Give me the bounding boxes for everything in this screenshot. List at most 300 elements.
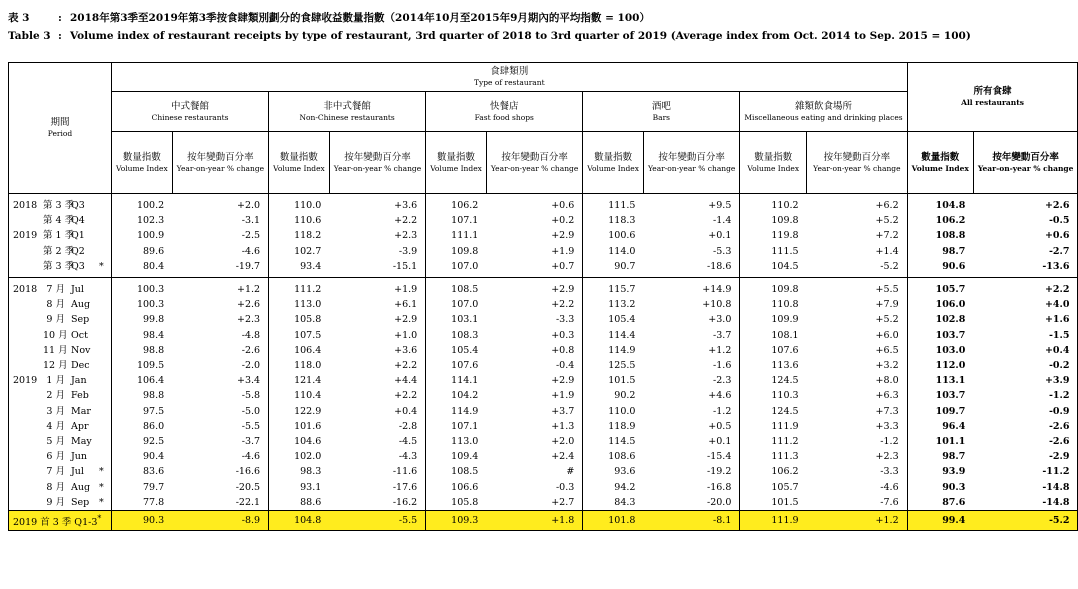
yoy-change-cell: +6.2 [807, 194, 908, 214]
provisional-mark: * [99, 466, 104, 478]
period-cell [9, 312, 112, 327]
period-zh: 5 月 [46, 436, 65, 448]
volume-index-cell: 102.7 [294, 245, 322, 257]
period-en: Q3 [71, 200, 85, 211]
volume-index-cell: 105.8 [451, 496, 479, 508]
volume-index-cell: 93.6 [614, 466, 636, 478]
period-header-en: Period [47, 129, 73, 138]
table-row [9, 194, 1078, 214]
yoy-change-header [643, 132, 739, 194]
yoy-change-cell: +0.5 [643, 419, 739, 434]
period-en: Jun [71, 451, 88, 463]
table-row [9, 228, 1078, 243]
volume-index-cell: 89.6 [143, 245, 165, 257]
period-zh: 第 3 季 [43, 260, 75, 272]
yoy-change-cell: +2.4 [486, 449, 582, 464]
volume-index-cell: 108.8 [935, 230, 966, 242]
yoy-change-cell: +6.0 [807, 328, 908, 343]
yoy-change-cell: +0.3 [486, 328, 582, 343]
group-header-1 [269, 92, 426, 132]
yoy-change-en: Year-on-year % change [647, 163, 736, 173]
provisional-mark: * [99, 496, 104, 508]
volume-index-cell: 106.2 [451, 200, 479, 211]
period-zh: 第 1 季 [43, 230, 75, 242]
yoy-change-cell: -4.6 [172, 449, 268, 464]
yoy-change-cell: -4.3 [329, 449, 425, 464]
yoy-change-cell: -2.6 [973, 419, 1078, 434]
period-zh: 8 月 [46, 481, 65, 493]
table-row [9, 328, 1078, 343]
all-header-zh: 所有食肆 [973, 86, 1012, 97]
volume-index-cell: 105.4 [451, 344, 479, 356]
volume-index-cell: 86.0 [143, 420, 165, 432]
type-header-zh: 食肆類別 [490, 66, 529, 77]
yoy-change-cell: +3.9 [973, 373, 1078, 388]
yoy-change-cell: -11.6 [329, 464, 425, 479]
volume-index-cell: 113.0 [294, 299, 322, 311]
table-row [9, 297, 1078, 312]
period-header-zh: 期間 [50, 117, 70, 128]
volume-index-cell: 106.4 [294, 344, 322, 356]
period-en: May [71, 436, 92, 448]
volume-index-cell: 102.3 [136, 215, 165, 227]
volume-index-cell: 114.5 [608, 436, 636, 448]
yoy-change-en: Year-on-year % change [490, 163, 579, 173]
period-en: Aug [71, 481, 91, 493]
volume-index-cell: 77.8 [143, 496, 165, 508]
yoy-change-zh: 按年變動百分率 [823, 151, 891, 163]
period-en: Sep [71, 314, 90, 326]
period-cell [9, 297, 112, 312]
yoy-change-cell: -3.3 [807, 464, 908, 479]
volume-index-cell: 113.2 [608, 299, 636, 311]
yoy-change-cell: -7.6 [807, 495, 908, 511]
volume-index-cell: 118.0 [294, 360, 322, 372]
yoy-change-header [973, 132, 1078, 194]
volume-index-cell: 103.7 [935, 390, 966, 402]
yoy-change-cell: -18.6 [643, 259, 739, 278]
volume-index-cell: 90.7 [614, 260, 636, 272]
volume-index-cell: 124.5 [771, 375, 799, 387]
yoy-change-cell: -3.1 [172, 213, 268, 228]
table-row [9, 419, 1078, 434]
yoy-change-cell: -8.1 [643, 511, 739, 531]
group-header-en: Fast food shops [474, 112, 534, 122]
yoy-change-cell: -13.6 [973, 259, 1078, 278]
period-zh: 4 月 [46, 420, 65, 432]
yoy-change-cell: -2.3 [643, 373, 739, 388]
volume-index-cell: 104.6 [294, 436, 322, 448]
table-row [9, 213, 1078, 228]
volume-index-cell: 99.8 [143, 314, 165, 326]
volume-index-cell: 104.2 [451, 390, 479, 402]
provisional-mark: * [99, 260, 104, 272]
volume-index-en: Volume Index [587, 163, 639, 173]
period-zh: 10 月 [43, 329, 68, 341]
yoy-change-cell: +7.3 [807, 404, 908, 419]
yoy-change-cell: -2.5 [172, 228, 268, 243]
period-cell [9, 259, 112, 278]
yoy-change-cell: +2.9 [329, 312, 425, 327]
group-header-4 [740, 92, 907, 132]
period-en: Oct [71, 329, 88, 341]
period-cell [9, 328, 112, 343]
volume-index-zh: 數量指數 [754, 151, 793, 163]
volume-index-cell: 102.0 [294, 451, 322, 463]
period-header [9, 63, 112, 194]
volume-index-cell: 112.0 [935, 360, 966, 372]
volume-index-cell: 114.9 [451, 405, 479, 417]
yoy-change-cell: +0.6 [486, 194, 582, 214]
volume-index-cell: 100.3 [136, 299, 165, 311]
volume-index-cell: 104.8 [935, 200, 966, 211]
yoy-change-header [807, 132, 908, 194]
period-en: Jul [71, 284, 84, 296]
yoy-change-cell: +2.2 [329, 358, 425, 373]
volume-index-cell: 109.8 [451, 245, 479, 257]
period-en: Aug [71, 299, 91, 311]
yoy-change-cell: -3.9 [329, 244, 425, 259]
period-en: Apr [71, 420, 89, 432]
yoy-change-cell: -20.0 [643, 495, 739, 511]
yoy-change-cell: -2.0 [172, 358, 268, 373]
yoy-change-cell: +2.9 [486, 373, 582, 388]
volume-index-cell: 101.1 [935, 436, 966, 448]
yoy-change-cell: +4.0 [973, 297, 1078, 312]
yoy-change-cell: +1.4 [807, 244, 908, 259]
yoy-change-cell: -0.5 [973, 213, 1078, 228]
period-year: 2019 [13, 375, 38, 387]
yoy-change-cell: +1.2 [807, 511, 908, 531]
yoy-change-cell: +2.3 [329, 228, 425, 243]
yoy-change-cell: +3.3 [807, 419, 908, 434]
yoy-change-cell: -14.8 [973, 495, 1078, 511]
volume-index-header [269, 132, 330, 194]
volume-index-cell: 79.7 [143, 481, 165, 493]
yoy-change-cell: +1.6 [973, 312, 1078, 327]
period-zh: 1 月 [46, 375, 65, 387]
yoy-change-cell: +9.5 [643, 194, 739, 214]
yoy-change-cell: +2.6 [172, 297, 268, 312]
group-header-0 [112, 92, 269, 132]
volume-index-cell: 103.0 [935, 344, 966, 356]
yoy-change-cell: -2.6 [973, 434, 1078, 449]
volume-index-cell: 110.8 [771, 299, 799, 311]
volume-index-cell: 110.0 [608, 405, 636, 417]
yoy-change-cell: +10.8 [643, 297, 739, 312]
yoy-change-cell: -16.2 [329, 495, 425, 511]
yoy-change-cell: -0.9 [973, 404, 1078, 419]
yoy-change-cell: -2.6 [172, 343, 268, 358]
yoy-change-cell: +2.6 [973, 194, 1078, 214]
table-row [9, 449, 1078, 464]
yoy-change-cell: +2.0 [486, 434, 582, 449]
yoy-change-cell: -19.7 [172, 259, 268, 278]
table-row [9, 373, 1078, 388]
volume-index-cell: 90.3 [112, 511, 173, 531]
yoy-change-cell: -1.6 [643, 358, 739, 373]
yoy-change-cell: +6.1 [329, 297, 425, 312]
volume-index-cell: 118.2 [294, 230, 322, 242]
yoy-change-cell: -5.8 [172, 388, 268, 403]
volume-index-cell: 100.2 [136, 200, 165, 211]
volume-index-zh: 數量指數 [594, 151, 633, 163]
group-header-zh: 中式餐館 [171, 100, 210, 112]
period-zh: 6 月 [46, 451, 65, 463]
title-zh [8, 10, 650, 25]
volume-index-cell: 100.9 [136, 230, 165, 242]
period-cell [9, 464, 112, 479]
volume-index-cell: 118.3 [608, 215, 636, 227]
volume-index-header [583, 132, 644, 194]
yoy-change-cell: +7.9 [807, 297, 908, 312]
yoy-change-cell: +1.9 [486, 244, 582, 259]
volume-index-cell: 107.5 [294, 329, 322, 341]
table-row [9, 464, 1078, 479]
group-header-3 [583, 92, 740, 132]
period-zh: 8 月 [46, 299, 65, 311]
yoy-change-cell: +14.9 [643, 278, 739, 298]
period-en: Q3 [71, 260, 85, 272]
volume-index-cell: 105.7 [907, 278, 973, 298]
volume-index-cell: 103.7 [935, 329, 966, 341]
volume-index-cell: 92.5 [143, 436, 165, 448]
yoy-change-cell: +0.6 [973, 228, 1078, 243]
group-header-zh: 非中式餐館 [323, 100, 371, 112]
table-row [9, 388, 1078, 403]
table-row [9, 343, 1078, 358]
group-header-zh: 酒吧 [651, 100, 671, 112]
volume-index-zh: 數量指數 [122, 151, 161, 163]
volume-index-cell: 106.2 [771, 466, 799, 478]
volume-index-cell: 111.2 [771, 436, 799, 448]
volume-index-cell: 102.8 [935, 314, 966, 326]
volume-index-cell: 111.2 [269, 278, 330, 298]
title-colon: : [58, 30, 62, 42]
volume-index-en: Volume Index [911, 163, 969, 173]
volume-index-cell: 114.9 [608, 344, 636, 356]
yoy-change-zh: 按年變動百分率 [344, 151, 411, 163]
table-row [9, 434, 1078, 449]
volume-index-cell: 83.6 [143, 466, 165, 478]
volume-index-cell: 80.4 [143, 260, 165, 272]
yoy-change-zh: 按年變動百分率 [501, 151, 568, 163]
volume-index-cell: 111.9 [771, 420, 799, 432]
period-en: Q1 [71, 230, 85, 242]
group-header-en: Non-Chinese restaurants [299, 112, 395, 122]
yoy-change-cell: +2.2 [486, 297, 582, 312]
period-zh: 第 3 季 [43, 200, 75, 211]
yoy-change-cell: +3.4 [172, 373, 268, 388]
volume-index-zh: 數量指數 [279, 151, 318, 163]
yoy-change-cell: +8.0 [807, 373, 908, 388]
period-year: 2019 [13, 230, 38, 242]
volume-index-cell: 107.6 [451, 360, 479, 372]
volume-index-cell: 115.7 [583, 278, 644, 298]
yoy-change-cell: # [486, 464, 582, 479]
volume-index-cell: 111.1 [451, 230, 479, 242]
period-cell [9, 388, 112, 403]
period-zh: 9 月 [46, 314, 65, 326]
period-zh: 第 2 季 [43, 245, 75, 257]
yoy-change-cell: -14.8 [973, 480, 1078, 495]
volume-index-cell: 101.8 [583, 511, 644, 531]
volume-index-cell: 105.8 [294, 314, 322, 326]
table-row [9, 278, 1078, 298]
yoy-change-cell: +0.1 [643, 228, 739, 243]
volume-index-cell: 109.7 [935, 405, 966, 417]
yoy-change-cell: +2.9 [486, 228, 582, 243]
yoy-change-cell: +2.3 [172, 312, 268, 327]
yoy-change-cell: +3.0 [643, 312, 739, 327]
yoy-change-zh: 按年變動百分率 [658, 151, 725, 163]
group-header-en: Bars [652, 112, 671, 122]
yoy-change-en: Year-on-year % change [813, 163, 901, 173]
volume-index-cell: 109.8 [740, 278, 807, 298]
yoy-change-cell: +3.2 [807, 358, 908, 373]
yoy-change-cell: +3.7 [486, 404, 582, 419]
volume-index-cell: 110.0 [294, 200, 322, 211]
period-zh: 7 月 [46, 284, 65, 296]
volume-index-en: Volume Index [273, 163, 325, 173]
yoy-change-cell: -11.2 [973, 464, 1078, 479]
yoy-change-cell: +4.6 [643, 388, 739, 403]
table-row [9, 495, 1078, 511]
period-cell [9, 343, 112, 358]
period-en: Mar [71, 405, 91, 417]
yoy-change-cell: -2.7 [973, 244, 1078, 259]
volume-index-cell: 113.0 [451, 436, 479, 448]
volume-index-cell: 105.4 [608, 314, 636, 326]
period-zh: 7 月 [46, 466, 65, 478]
volume-index-cell: 106.6 [451, 481, 479, 493]
volume-index-cell: 90.3 [942, 481, 966, 493]
volume-index-zh: 數量指數 [921, 151, 960, 163]
volume-index-cell: 98.7 [942, 451, 966, 463]
volume-index-cell: 98.4 [143, 329, 165, 341]
volume-index-cell: 124.5 [771, 405, 799, 417]
yoy-change-cell: -20.5 [172, 480, 268, 495]
yoy-change-cell: -19.2 [643, 464, 739, 479]
volume-index-cell: 113.1 [935, 375, 966, 387]
title-zh-label: 表 3 [8, 12, 30, 24]
volume-index-header [740, 132, 807, 194]
volume-index-cell: 88.6 [300, 496, 322, 508]
yoy-change-cell: +1.8 [486, 511, 582, 531]
volume-index-cell: 96.4 [942, 420, 966, 432]
yoy-change-cell: -1.5 [973, 328, 1078, 343]
period-en: Sep [71, 496, 90, 508]
yoy-change-cell: -5.5 [329, 511, 425, 531]
yoy-change-cell: -8.9 [172, 511, 268, 531]
volume-index-cell: 93.1 [300, 481, 322, 493]
volume-index-cell: 84.3 [614, 496, 636, 508]
yoy-change-cell: -3.3 [486, 312, 582, 327]
table-row [9, 312, 1078, 327]
group-header-en: Miscellaneous eating and drinking places [744, 112, 903, 122]
table-row [9, 480, 1078, 495]
volume-index-cell: 101.5 [771, 496, 799, 508]
volume-index-cell: 87.6 [942, 496, 966, 508]
period-cell [9, 511, 112, 531]
volume-index-header [907, 132, 973, 194]
period-zh: 12 月 [43, 360, 68, 372]
yoy-change-cell: -0.3 [486, 480, 582, 495]
yoy-change-cell: +3.6 [329, 194, 425, 214]
yoy-change-cell: +3.6 [329, 343, 425, 358]
yoy-change-cell: +2.2 [329, 388, 425, 403]
volume-index-cell: 94.2 [614, 481, 636, 493]
period-en: Q4 [71, 215, 85, 227]
title-en-text: Volume index of restaurant receipts by type of restaurant, 3rd quarter of 2018 to 3rd quarter of 2019 (Average index from Oct. 2014 to Sep. 2015 = 100) [70, 30, 971, 42]
volume-index-cell: 111.5 [608, 200, 636, 211]
volume-index-cell: 113.6 [771, 360, 799, 372]
yoy-change-cell: +4.4 [329, 373, 425, 388]
yoy-change-cell: -1.2 [973, 388, 1078, 403]
volume-index-cell: 119.8 [771, 230, 799, 242]
period-zh: 2 月 [46, 390, 65, 402]
yoy-change-cell: +1.0 [329, 328, 425, 343]
volume-index-cell: 106.2 [935, 215, 966, 227]
yoy-change-cell: +1.9 [329, 278, 425, 298]
yoy-change-en: Year-on-year % change [333, 163, 422, 173]
volume-index-cell: 109.4 [451, 451, 479, 463]
type-header [112, 63, 908, 92]
volume-index-cell: 101.6 [294, 420, 322, 432]
volume-index-cell: 100.3 [112, 278, 173, 298]
yoy-change-cell: -4.5 [329, 434, 425, 449]
volume-index-cell: 104.8 [269, 511, 330, 531]
volume-index-cell: 110.4 [294, 390, 322, 402]
restaurant-volume-table [8, 62, 1078, 531]
group-header-zh: 快餐店 [489, 100, 519, 112]
volume-index-cell: 108.6 [608, 451, 636, 463]
volume-index-cell: 104.5 [771, 260, 799, 272]
volume-index-cell: 122.9 [294, 405, 322, 417]
yoy-change-en: Year-on-year % change [176, 163, 265, 173]
volume-index-cell: 110.3 [771, 390, 799, 402]
volume-index-cell: 109.8 [771, 215, 799, 227]
yoy-change-cell: -15.4 [643, 449, 739, 464]
table-row [9, 404, 1078, 419]
period-cell [9, 278, 112, 298]
volume-index-cell: 111.5 [771, 245, 799, 257]
volume-index-cell: 107.0 [451, 260, 479, 272]
table-row [9, 358, 1078, 373]
all-restaurants-header [907, 63, 1078, 132]
yoy-change-cell: -3.7 [643, 328, 739, 343]
yoy-change-cell: +5.2 [807, 312, 908, 327]
yoy-change-cell: +2.0 [172, 194, 268, 214]
all-header-en: All restaurants [961, 98, 1024, 107]
volume-index-cell: 90.4 [143, 451, 165, 463]
yoy-change-cell: +0.1 [643, 434, 739, 449]
volume-index-cell: 111.3 [771, 451, 799, 463]
volume-index-cell: 97.5 [143, 405, 165, 417]
yoy-change-cell: +2.9 [486, 278, 582, 298]
yoy-change-cell: -1.4 [643, 213, 739, 228]
yoy-change-cell: -16.8 [643, 480, 739, 495]
yoy-change-cell: -5.3 [643, 244, 739, 259]
yoy-change-zh: 按年變動百分率 [992, 151, 1059, 163]
yoy-change-zh: 按年變動百分率 [187, 151, 254, 163]
volume-index-cell: 98.8 [143, 344, 165, 356]
yoy-change-cell: -0.2 [973, 358, 1078, 373]
title-en-label: Table 3 [8, 30, 51, 42]
volume-index-cell: 107.1 [451, 215, 479, 227]
period-en: Jul [71, 466, 84, 478]
volume-index-en: Volume Index [747, 163, 800, 173]
